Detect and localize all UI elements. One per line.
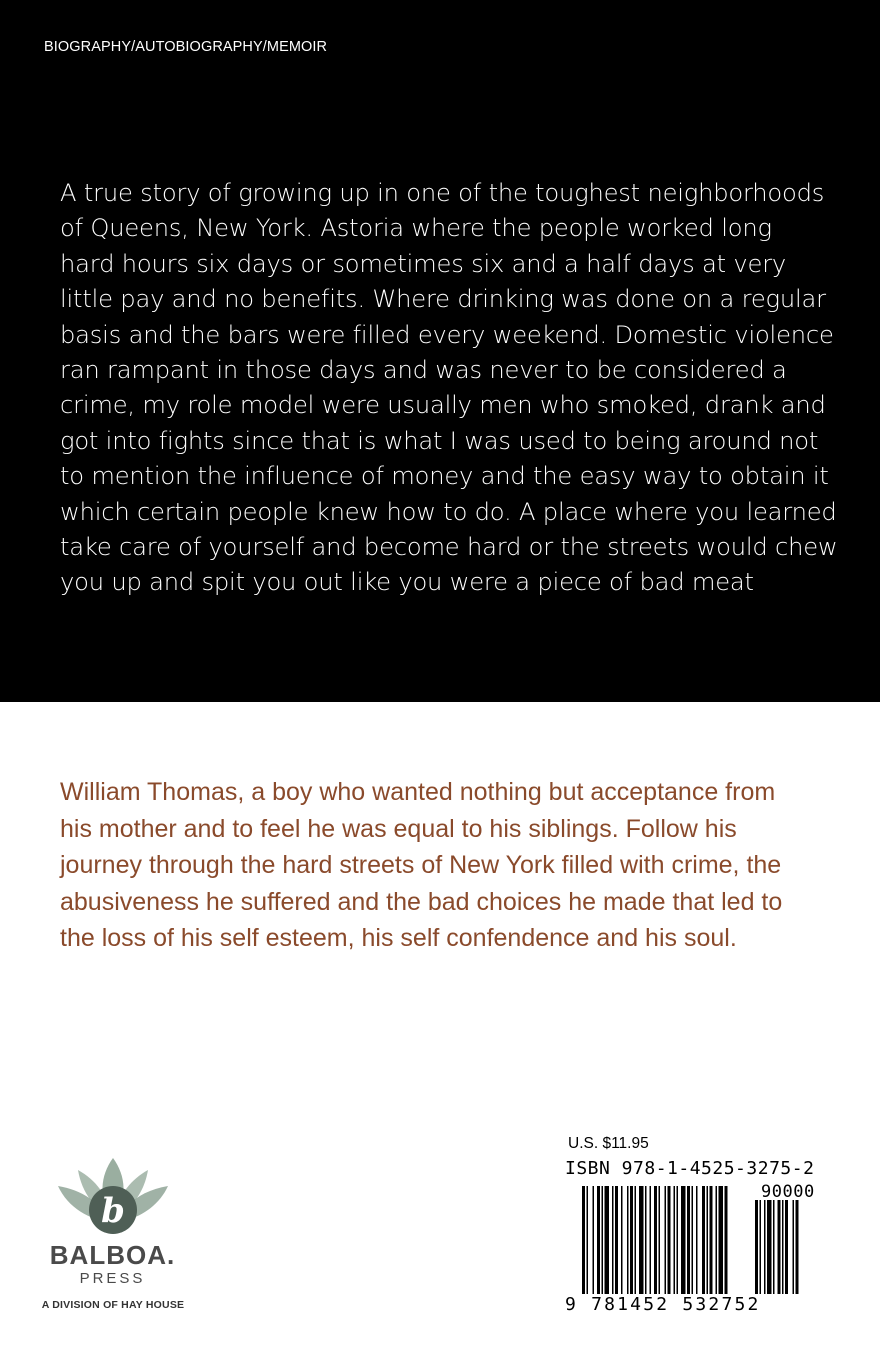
isbn-label: ISBN 978-1-4525-3275-2 [565,1158,815,1179]
blurb-line: abusiveness he suffered and the bad choices he made that led to [60,887,783,916]
barcode-bar [719,1186,724,1294]
blurb-line: the loss of his self esteem, his self confendence and his soul. [60,924,737,952]
barcode-bar [710,1186,713,1294]
balboa-lotus-logo-icon [38,1158,188,1248]
barcode-bar [639,1186,644,1294]
blurb-line: journey through the hard streets of New York filled with crime, the [60,851,782,879]
synopsis-line: of Queens, New York. Astoria where the people worked long [60,214,772,243]
price-label: U.S. $11.95 [568,1135,649,1152]
barcode-addon-bar [778,1200,781,1294]
barcode-bar [681,1186,686,1294]
barcode-bar [602,1186,604,1294]
barcode-bar [627,1186,629,1294]
barcode-bar [674,1186,676,1294]
synopsis-line: got into fights since that is what I was used to being around not [60,426,819,455]
synopsis-line: basis and the bars were filled every weekend. Domestic violence [60,320,834,349]
barcode-bar [630,1186,633,1294]
barcode-bar [587,1186,589,1294]
publisher-division: A DIVISION OF HAY HOUSE [41,1299,185,1311]
barcode-addon-bar [773,1200,775,1294]
synopsis-line: you up and spit you out like you were a piece of bad meat [60,568,754,597]
barcode-bar [659,1186,661,1294]
barcode-addon-code: 90000 [761,1182,815,1202]
barcode-bar [668,1186,671,1294]
barcode-bar [605,1186,610,1294]
barcode-bar [696,1186,698,1294]
barcode-addon-bar [760,1200,762,1294]
barcode-bar [650,1186,652,1294]
barcode-bar [593,1186,595,1294]
barcode-addon-bar [764,1200,766,1294]
barcode-bar [716,1186,718,1294]
synopsis-text [60,176,860,601]
synopsis-line: hard hours six days or sometimes six and a half days at very [60,249,787,278]
barcode-bar [677,1186,679,1294]
blurb-line: his mother and to feel he was equal to his siblings. Follow his [60,814,737,843]
barcode-bar [702,1186,705,1294]
publisher-name: BALBOA. [49,1240,176,1270]
barcode-addon-bar [782,1200,784,1294]
barcode-bar [645,1186,647,1294]
barcode-bar [725,1186,728,1294]
barcode-bar [635,1186,637,1294]
synopsis-line: A true story of growing up in one of the toughest neighborhoods [60,179,825,207]
barcode-addon-bar [785,1200,788,1294]
synopsis-line: crime, my role model were usually men who smoked, drank and [60,391,826,420]
logo-letter: b [101,1191,125,1231]
barcode-bar [621,1186,623,1294]
publisher-press: PRESS [79,1270,146,1287]
barcode-bar [692,1186,694,1294]
synopsis-line: take care of yourself and become hard or the streets would chew [60,533,838,562]
synopsis-line: ran rampant in those days and was never to be considered a [60,356,787,385]
synopsis-line: little pay and no benefits. Where drinking was done on a regular [60,285,826,314]
blurb-text [60,774,860,957]
barcode-bar [615,1186,618,1294]
barcode-bar [597,1186,600,1294]
barcode-bar [665,1186,667,1294]
barcode-bar [612,1186,614,1294]
barcode-addon-bar [755,1200,758,1294]
barcode-addon-bar [793,1200,795,1294]
barcode-bar [582,1186,585,1294]
synopsis-line: to mention the influence of money and the easy way to obtain it [60,462,829,491]
synopsis-line: which certain people knew how to do. A place where you learned [60,497,837,526]
barcode-addon-bar [767,1200,772,1294]
blurb-line: William Thomas, a boy who wanted nothing but acceptance from [60,778,776,806]
barcode-bar [707,1186,709,1294]
barcode-digits: 9 781452 532752 [565,1294,761,1315]
barcode-bar [654,1186,657,1294]
barcode-bar [687,1186,690,1294]
barcode-addon-bar [796,1200,799,1294]
genre-label: BIOGRAPHY/AUTOBIOGRAPHY/MEMOIR [44,39,328,55]
